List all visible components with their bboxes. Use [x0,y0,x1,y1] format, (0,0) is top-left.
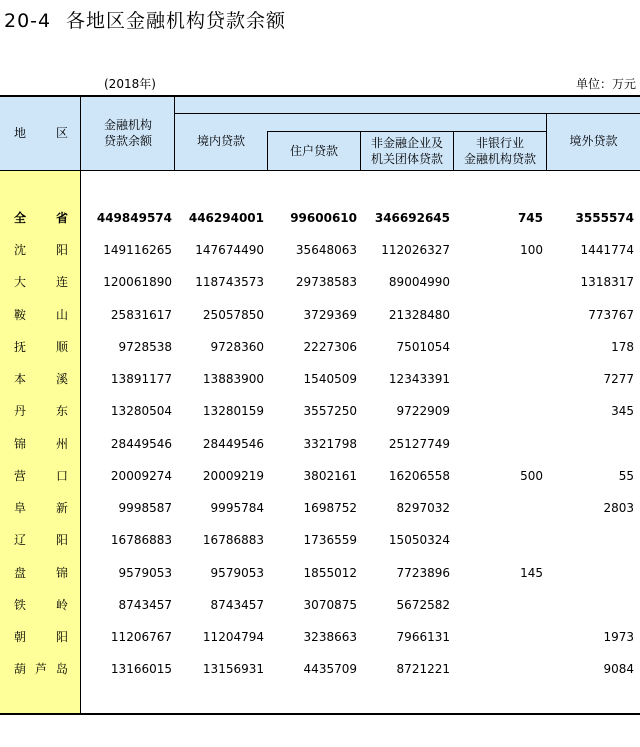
cell-household: 3557250 [303,404,357,419]
cell-balance: 28449546 [110,436,172,451]
region-name: 鞍 山 [14,307,68,322]
table-row [0,305,640,325]
cell-overseas: 345 [611,404,634,419]
cell-household: 1698752 [303,501,357,515]
cell-domestic: 20009219 [202,468,264,483]
cell-overseas: 1973 [603,630,634,644]
cell-overseas: 773767 [588,307,634,322]
cell-balance: 9579053 [118,565,172,580]
cell-household: 3070875 [303,597,357,612]
cell-domestic: 8743457 [210,597,264,612]
table-row [0,530,640,550]
cell-balance: 8743457 [118,597,172,612]
cell-domestic: 11204794 [202,630,264,644]
region-name: 沈 阳 [14,243,68,257]
cell-overseas: 55 [618,468,634,483]
cell-domestic: 13156931 [202,662,264,677]
cell-overseas: 2803 [603,501,634,515]
header-divider [267,131,546,132]
year-note: (2018年) [104,77,156,91]
cell-nonfinancial: 112026327 [381,243,450,257]
region-name: 全 省 [14,211,68,225]
cell-household: 2227306 [303,339,357,354]
cell-balance: 13891177 [110,372,172,386]
cell-overseas: 3555574 [575,211,634,225]
cell-nonfinancial: 5672582 [396,597,450,612]
table-title: 各地区金融机构贷款余额 [66,10,287,32]
cell-overseas: 7277 [603,372,634,386]
cell-domestic: 118743573 [195,275,264,290]
cell-household: 3802161 [303,468,357,483]
region-name: 辽 阳 [14,533,68,548]
table-row [0,595,640,615]
cell-nonfinancial: 346692645 [374,211,450,225]
cell-household: 3321798 [303,436,357,451]
region-name: 铁 岭 [14,597,68,612]
cell-balance: 13280504 [110,404,172,419]
cell-balance: 449849574 [96,211,172,225]
cell-household: 1540509 [303,372,357,386]
cell-household: 1855012 [303,565,357,580]
region-name: 丹 东 [14,404,68,419]
cell-nonfinancial: 9722909 [396,404,450,419]
region-name: 抚 顺 [14,339,68,354]
table-row [0,498,640,518]
region-name: 朝 阳 [14,630,68,644]
header-nonfinancial: 非金融企业及 机关团体贷款 [370,136,443,166]
cell-balance: 120061890 [103,275,172,290]
cell-domestic: 16786883 [202,533,264,548]
header-overseas: 境外贷款 [569,134,618,148]
region-name: 大 连 [14,275,68,290]
region-name: 阜 新 [14,501,68,515]
header-household: 住户贷款 [289,144,338,158]
cell-nonfinancial: 7723896 [396,565,450,580]
table-number: 20-4 [4,10,52,32]
table-row [0,627,640,647]
cell-nonbank: 500 [520,468,543,483]
table-row [0,401,640,421]
cell-balance: 20009274 [110,468,172,483]
cell-nonfinancial: 8721221 [396,662,450,677]
cell-overseas: 178 [611,339,634,354]
cell-nonbank: 100 [520,243,543,257]
table-row [0,272,640,292]
cell-household: 29738583 [295,275,357,290]
cell-household: 3238663 [303,630,357,644]
cell-household: 3729369 [303,307,357,322]
region-name: 本 溪 [14,372,68,386]
cell-nonfinancial: 8297032 [396,501,450,515]
header-region: 地 区 [14,126,68,140]
cell-overseas: 1441774 [580,243,634,257]
header-balance: 金融机构 贷款余额 [103,118,152,148]
cell-household: 4435709 [303,662,357,677]
cell-domestic: 147674490 [195,243,264,257]
header-top-rule [0,95,640,97]
cell-nonfinancial: 89004990 [388,275,450,290]
header-nonbank: 非银行业 金融机构贷款 [463,136,536,166]
cell-domestic: 9995784 [210,501,264,515]
cell-balance: 25831617 [110,307,172,322]
cell-balance: 16786883 [110,533,172,548]
cell-balance: 9728538 [118,339,172,354]
table-row [0,434,640,454]
cell-balance: 9998587 [118,501,172,515]
cell-balance: 11206767 [110,630,172,644]
table-row [0,466,640,486]
cell-nonfinancial: 21328480 [388,307,450,322]
cell-nonfinancial: 12343391 [388,372,450,386]
region-name: 葫 芦 岛 [14,662,68,677]
cell-nonfinancial: 7501054 [396,339,450,354]
unit-note: 单位：万元 [575,77,636,91]
header-divider [174,113,640,114]
region-name: 锦 州 [14,436,68,451]
cell-household: 99600610 [290,211,357,225]
region-name: 营 口 [14,468,68,483]
table-row-total [0,208,640,228]
cell-overseas: 1318317 [580,275,634,290]
table-row [0,563,640,583]
cell-overseas: 9084 [603,662,634,677]
cell-nonbank: 145 [520,565,543,580]
cell-nonfinancial: 7966131 [396,630,450,644]
cell-domestic: 25057850 [202,307,264,322]
cell-household: 35648063 [295,243,357,257]
cell-balance: 13166015 [110,662,172,677]
cell-nonfinancial: 25127749 [388,436,450,451]
cell-household: 1736559 [303,533,357,548]
cell-nonbank: 745 [517,211,543,225]
cell-domestic: 13280159 [202,404,264,419]
cell-domestic: 13883900 [202,372,264,386]
cell-nonfinancial: 16206558 [388,468,450,483]
cell-nonfinancial: 15050324 [388,533,450,548]
cell-domestic: 9728360 [210,339,264,354]
cell-domestic: 446294001 [188,211,264,225]
page-title [4,6,286,33]
table-row [0,240,640,260]
region-name: 盘 锦 [14,565,68,580]
header-domestic: 境内贷款 [196,134,245,148]
header-bottom-rule [0,170,640,171]
table-row [0,369,640,389]
cell-domestic: 28449546 [202,436,264,451]
cell-balance: 149116265 [103,243,172,257]
table-row [0,659,640,679]
table-row [0,337,640,357]
table-bottom-rule [0,713,640,715]
cell-domestic: 9579053 [210,565,264,580]
